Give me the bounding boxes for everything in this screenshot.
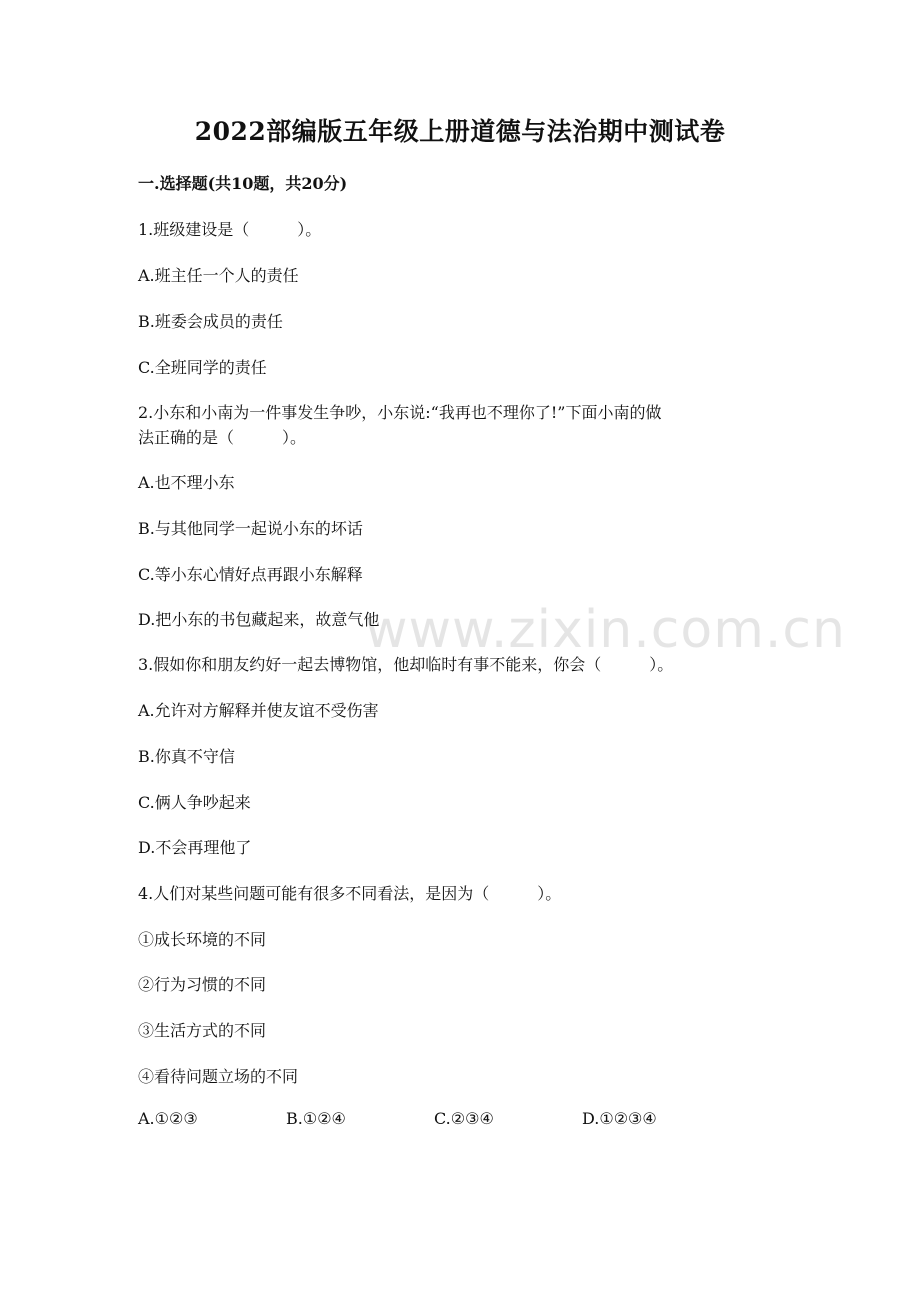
- question-1-option-a: A.班主任一个人的责任: [138, 266, 299, 285]
- question-2-stem-line-1: 2.小东和小南为一件事发生争吵，小东说:“我再也不理你了!”下面小南的做: [138, 403, 662, 422]
- section-header: 一.选择题(共10题，共20分): [138, 174, 348, 193]
- question-2-option-d: D.把小东的书包藏起来，故意气他: [138, 610, 380, 629]
- question-3-option-a: A.允许对方解释并使友谊不受伤害: [138, 701, 379, 720]
- watermark: www.zixin.com.cn: [365, 600, 846, 660]
- question-3-option-b: B.你真不守信: [138, 747, 235, 766]
- question-4-options: [138, 1109, 738, 1128]
- question-4-option-a: A.①②③: [138, 1109, 198, 1128]
- question-2-option-b: B.与其他同学一起说小东的坏话: [138, 519, 363, 538]
- question-4-option-d: D.①②③④: [582, 1109, 657, 1128]
- question-4-item-4: ④看待问题立场的不同: [138, 1067, 299, 1086]
- question-3-option-d: D.不会再理他了: [138, 838, 252, 857]
- question-4-item-3: ③生活方式的不同: [138, 1021, 267, 1040]
- question-1-option-c: C.全班同学的责任: [138, 358, 267, 377]
- question-2-stem-line-2: 法正确的是（ ）。: [138, 428, 307, 447]
- question-3-option-c: C.俩人争吵起来: [138, 793, 251, 812]
- question-4-option-b: B.①②④: [286, 1109, 346, 1128]
- question-4-option-c: C.②③④: [434, 1109, 494, 1128]
- question-1-option-b: B.班委会成员的责任: [138, 312, 283, 331]
- question-4-stem: 4.人们对某些问题可能有很多不同看法，是因为（ ）。: [138, 884, 562, 903]
- question-4-item-2: ②行为习惯的不同: [138, 975, 267, 994]
- page-title: 2022部编版五年级上册道德与法治期中测试卷: [194, 117, 726, 146]
- question-3-stem: 3.假如你和朋友约好一起去博物馆，他却临时有事不能来，你会（ ）。: [138, 655, 674, 674]
- question-2-option-c: C.等小东心情好点再跟小东解释: [138, 565, 363, 584]
- question-2-option-a: A.也不理小东: [138, 473, 235, 492]
- question-4-item-1: ①成长环境的不同: [138, 930, 267, 949]
- question-1-stem: 1.班级建设是（ ）。: [138, 220, 322, 239]
